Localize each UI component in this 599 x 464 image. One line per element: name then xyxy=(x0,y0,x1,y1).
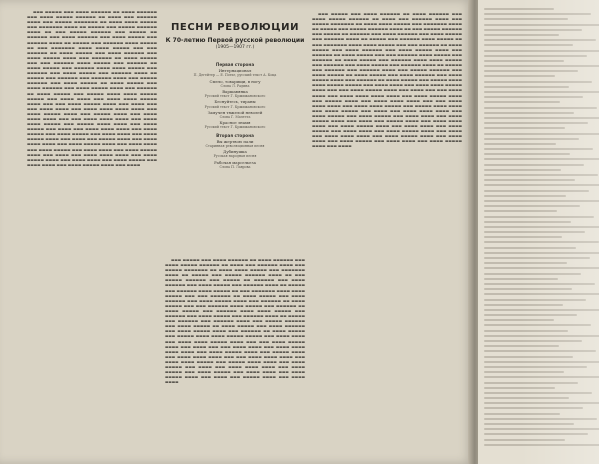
track-title: Вы жертвою пали xyxy=(216,138,254,144)
track-credits: Русский текст Г. Кржижановского xyxy=(204,94,266,99)
track-credits: Русская народная песня xyxy=(213,154,257,159)
text-column-right: ▬▬▬ ▬▬▬▬▬ ▬▬▬ ▬▬▬▬ ▬▬▬▬▬▬ ▬▬ ▬▬▬▬ ▬▬▬▬▬▬ ▬▬▬ ▬▬▬▬ ▬▬▬▬▬ ▬▬▬▬▬▬ ▬▬ ▬▬▬▬ ▬▬▬ ▬▬▬▬▬▬ ▬▬▬▬ ▬▬▬ ▬▬▬▬▬ ▬▬▬▬▬▬▬ ▬▬ ▬▬▬▬ ▬▬▬▬ ▬▬▬▬▬ ▬▬▬ ▬▬▬▬▬▬▬ ▬▬▬▬ ▬▬ ▬▬▬▬▬ ▬▬▬ ▬▬▬▬▬ ▬▬▬▬▬▬ ▬▬▬▬ ▬▬ ▬▬▬ ▬▬▬▬▬ ▬▬▬▬▬▬ ▬▬▬ ▬▬▬▬▬ ▬▬ ▬▬▬▬▬▬ ▬▬▬ ▬▬▬▬ ▬▬▬▬▬▬ ▬▬▬ ▬▬▬▬ ▬▬▬▬▬ ▬▬▬ ▬▬▬▬▬▬ ▬▬▬▬ ▬▬ ▬▬▬▬▬ ▬▬▬ ▬▬▬▬▬▬ ▬▬▬▬ ▬▬▬▬▬ ▬▬ ▬▬▬ ▬▬▬▬▬▬▬ ▬▬▬▬ ▬▬▬▬ ▬▬▬▬▬ ▬▬▬ ▬▬▬ ▬▬▬▬▬▬ ▬▬ ▬▬▬▬ ▬▬▬▬▬ ▬▬▬ ▬▬▬▬ ▬▬▬▬▬▬ ▬▬▬ ▬▬▬▬ ▬▬▬▬▬ ▬▬▬▬ ▬▬▬ ▬▬▬▬▬▬ ▬▬ ▬▬▬▬ ▬▬▬▬▬ ▬▬▬ ▬▬▬ ▬▬▬▬▬▬ ▬▬▬▬ ▬▬▬▬▬ ▬▬▬ ▬▬▬▬▬▬ ▬▬ ▬▬▬▬ ▬▬▬▬▬ ▬▬▬ ▬▬▬▬▬▬ ▬▬▬▬ ▬▬▬▬ ▬▬▬▬▬ ▬▬▬ ▬▬▬▬▬▬ ▬▬▬ ▬▬▬▬ ▬▬▬▬▬ ▬▬▬ ▬▬▬▬▬▬ ▬▬▬▬ ▬▬ ▬▬▬▬▬ ▬▬▬ ▬▬▬▬▬▬ ▬▬▬ ▬▬▬▬▬▬ ▬▬▬▬ ▬▬▬ ▬▬▬▬▬ ▬▬▬▬▬▬ ▬▬▬ ▬▬▬▬ ▬▬▬▬▬ ▬▬ ▬▬▬▬ ▬▬▬▬▬ ▬▬▬ ▬▬▬▬ ▬▬▬▬▬▬ ▬▬▬ ▬▬▬▬ ▬▬▬▬▬ ▬▬▬▬ ▬▬▬ ▬▬▬▬▬▬ ▬▬ ▬▬▬▬ ▬▬▬▬▬ ▬▬▬ ▬▬▬▬▬ ▬▬▬▬ ▬▬▬▬ ▬▬▬▬▬ ▬▬▬▬▬ ▬▬▬ ▬▬▬▬ ▬▬▬▬ ▬▬▬ ▬▬▬▬ ▬▬▬▬ ▬▬▬▬▬ ▬▬▬▬ ▬▬▬ ▬▬▬ ▬▬▬▬ ▬▬▬▬▬ ▬▬▬▬ ▬▬▬ ▬▬▬▬ ▬▬▬ ▬▬▬ ▬▬▬▬ ▬▬▬▬ ▬▬▬ ▬▬▬▬ ▬▬▬▬ ▬▬▬▬ ▬▬▬▬ ▬▬▬ ▬▬▬▬ ▬▬▬▬▬ ▬▬▬▬ ▬▬▬ ▬▬▬▬▬ ▬▬▬▬ ▬▬▬ ▬▬▬▬ ▬▬▬▬ ▬▬▬▬ ▬▬▬ ▬▬▬ ▬▬▬▬ ▬▬▬▬ ▬▬▬▬ ▬▬▬ ▬▬▬▬ ▬▬▬▬ ▬▬▬▬▬ ▬▬▬ ▬▬▬▬▬ ▬▬▬▬ ▬▬▬▬ ▬▬▬ ▬▬▬▬ ▬▬▬▬▬ ▬▬▬ ▬▬▬▬ ▬▬▬ ▬▬▬▬ ▬▬▬▬ ▬▬▬▬ ▬▬▬ ▬▬▬▬ ▬▬▬▬▬ ▬▬▬ ▬▬▬▬ ▬▬▬▬▬ ▬▬▬ ▬▬▬▬ ▬▬▬▬ ▬▬▬ ▬▬▬▬ ▬▬▬▬▬ ▬▬▬▬ ▬▬▬ ▬▬▬▬ ▬▬▬ ▬▬▬▬▬ ▬▬▬▬ ▬▬▬ ▬▬▬▬ ▬▬▬▬ ▬▬▬▬ ▬▬▬ ▬▬▬▬ ▬▬▬▬▬ ▬▬▬▬ ▬▬▬ ▬▬▬▬ ▬▬▬▬ ▬▬▬ ▬▬▬▬ ▬▬▬▬▬ ▬▬▬ ▬▬▬▬ ▬▬▬▬ ▬▬▬ ▬▬▬▬ ▬▬▬▬▬ ▬▬▬▬ ▬▬▬ ▬▬▬▬ ▬▬▬ ▬▬▬▬ ▬▬▬▬ ▬▬▬▬ ▬▬▬ ▬▬▬▬ ▬▬▬▬▬ ▬▬▬▬ ▬▬▬ ▬▬▬▬ ▬▬▬▬ ▬▬▬ ▬▬▬▬ ▬▬▬▬▬ ▬▬▬ ▬▬▬▬ ▬▬▬▬ ▬▬▬ ▬▬▬▬ ▬▬▬▬▬ ▬▬▬▬ ▬▬▬ ▬▬▬▬ xyxy=(312,12,462,149)
track-listing xyxy=(168,60,302,170)
booklet-subtitle: К 70-летию Первой русской революции xyxy=(165,37,305,44)
track-title: Дубинушка xyxy=(223,149,247,155)
booklet-header xyxy=(165,22,305,50)
text-column-left: ▬▬▬ ▬▬▬▬▬ ▬▬▬ ▬▬▬▬ ▬▬▬▬▬▬ ▬▬ ▬▬▬▬ ▬▬▬▬▬▬ ▬▬▬ ▬▬▬▬ ▬▬▬▬▬ ▬▬▬▬▬▬ ▬▬ ▬▬▬▬ ▬▬▬ ▬▬▬▬▬▬ ▬▬▬▬ ▬▬▬ ▬▬▬▬▬ ▬▬▬▬▬▬▬ ▬▬ ▬▬▬▬ ▬▬▬▬ ▬▬▬▬▬ ▬▬▬ ▬▬▬▬▬▬▬ ▬▬▬▬ ▬▬ ▬▬▬▬▬ ▬▬▬ ▬▬▬▬▬ ▬▬▬▬▬▬ ▬▬▬▬ ▬▬ ▬▬▬ ▬▬▬▬▬ ▬▬▬▬▬▬ ▬▬▬ ▬▬▬▬▬ ▬▬ ▬▬▬▬▬▬ ▬▬▬ ▬▬▬▬ ▬▬▬▬▬▬ ▬▬▬ ▬▬▬▬ ▬▬▬▬▬ ▬▬▬ ▬▬▬▬▬▬ ▬▬▬▬ ▬▬ ▬▬▬▬▬ ▬▬▬ ▬▬▬▬▬▬ ▬▬▬▬ ▬▬▬▬▬ ▬▬ ▬▬▬ ▬▬▬▬▬▬▬ ▬▬▬▬ ▬▬▬▬ ▬▬▬▬▬ ▬▬▬ ▬▬▬ ▬▬▬▬▬▬ ▬▬ ▬▬▬▬ ▬▬▬▬▬ ▬▬▬ ▬▬▬▬ ▬▬▬▬▬▬ ▬▬▬ ▬▬▬▬ ▬▬▬▬▬ ▬▬▬▬ ▬▬▬ ▬▬▬▬▬▬ ▬▬ ▬▬▬▬ ▬▬▬▬▬ ▬▬▬ ▬▬▬ ▬▬▬▬▬▬ ▬▬▬▬ ▬▬▬▬▬ ▬▬▬ ▬▬▬▬▬▬ ▬▬ ▬▬▬▬ ▬▬▬▬▬ ▬▬▬ ▬▬▬▬▬▬ ▬▬▬▬ ▬▬▬▬ ▬▬▬▬▬ ▬▬▬ ▬▬▬▬▬▬ ▬▬▬ ▬▬▬▬ ▬▬▬▬▬ ▬▬▬ ▬▬▬▬▬▬ ▬▬▬▬ ▬▬ ▬▬▬▬▬ ▬▬▬ ▬▬▬▬▬▬ ▬▬▬ ▬▬▬▬▬▬ ▬▬▬▬ ▬▬▬ ▬▬▬▬▬ ▬▬▬▬▬▬ ▬▬▬ ▬▬▬▬ ▬▬▬▬▬ ▬▬ ▬▬▬▬ ▬▬▬▬▬ ▬▬▬ ▬▬▬▬ ▬▬▬▬▬▬ ▬▬▬ ▬▬▬▬ ▬▬▬▬▬ ▬▬▬▬ ▬▬▬ ▬▬▬▬▬▬ ▬▬ ▬▬▬▬ ▬▬▬▬▬ ▬▬▬ ▬▬▬▬▬ ▬▬▬▬ ▬▬▬▬ ▬▬▬▬▬ ▬▬▬▬▬ ▬▬▬ ▬▬▬▬ ▬▬▬▬ ▬▬▬ ▬▬▬▬ ▬▬▬▬ ▬▬▬▬▬ ▬▬▬▬ ▬▬▬ ▬▬▬ ▬▬▬▬ ▬▬▬▬▬ ▬▬▬▬ ▬▬▬ ▬▬▬▬ ▬▬▬ ▬▬▬ ▬▬▬▬ ▬▬▬▬ ▬▬▬ ▬▬▬▬ ▬▬▬▬ ▬▬▬▬ ▬▬▬▬ ▬▬▬ ▬▬▬▬ ▬▬▬▬▬ ▬▬▬▬ ▬▬▬ ▬▬▬▬▬ ▬▬▬▬ ▬▬▬ ▬▬▬▬ ▬▬▬▬ ▬▬▬▬ ▬▬▬ ▬▬▬ ▬▬▬▬ ▬▬▬▬ ▬▬▬▬ ▬▬▬ ▬▬▬▬ ▬▬▬▬ ▬▬▬▬▬ ▬▬▬ ▬▬▬▬▬ ▬▬▬▬ ▬▬▬▬ ▬▬▬ ▬▬▬▬ ▬▬▬▬▬ ▬▬▬ ▬▬▬▬ ▬▬▬ ▬▬▬▬ ▬▬▬▬ ▬▬▬▬ ▬▬▬ ▬▬▬▬ ▬▬▬▬▬ ▬▬▬ ▬▬▬▬ ▬▬▬▬▬ ▬▬▬ ▬▬▬▬ ▬▬▬▬ ▬▬▬ ▬▬▬▬ ▬▬▬▬▬ ▬▬▬▬ ▬▬▬ ▬▬▬▬ ▬▬▬ ▬▬▬▬▬ ▬▬▬▬ ▬▬▬ ▬▬▬▬ ▬▬▬▬ ▬▬▬▬ ▬▬▬ ▬▬▬▬ ▬▬▬▬▬ ▬▬▬▬ ▬▬▬ ▬▬▬▬ ▬▬▬▬ ▬▬▬ ▬▬▬▬ ▬▬▬▬▬ ▬▬▬ ▬▬▬▬ ▬▬▬▬ ▬▬▬ ▬▬▬▬ ▬▬▬▬▬ ▬▬▬▬ ▬▬▬ ▬▬▬▬ ▬▬▬ ▬▬▬▬ ▬▬▬▬ ▬▬▬▬ ▬▬▬ ▬▬▬▬ ▬▬▬▬▬ ▬▬▬▬ ▬▬▬ ▬▬▬▬ ▬▬▬▬ ▬▬▬ ▬▬▬▬ ▬▬▬▬▬ ▬▬▬ ▬▬▬▬ ▬▬▬▬ ▬▬▬ ▬▬▬▬ ▬▬▬▬▬ ▬▬▬▬ ▬▬▬ ▬▬▬▬ xyxy=(27,10,157,167)
track-credits: Слова Л. Радина xyxy=(220,83,250,88)
track-title: Замучен тяжелой неволей xyxy=(207,109,263,115)
track-title: Варшавянка xyxy=(222,89,248,95)
booklet-title: ПЕСНИ РЕВОЛЮЦИИ xyxy=(170,22,300,33)
track-title: Интернационал xyxy=(218,68,252,74)
track-title: Беснуйтесь, тираны xyxy=(214,99,256,105)
booklet-years: (1905—1907 гг.) xyxy=(215,45,255,50)
track-credits: Русский текст Г. Кржижановского xyxy=(204,125,266,130)
track-credits: Русский текст Г. Кржижановского xyxy=(204,104,266,109)
light-glare xyxy=(520,0,599,464)
side-label: Первая сторона xyxy=(215,62,255,67)
track-credits: Слова Г. Мачтета xyxy=(219,115,251,120)
side-label: Вторая сторона xyxy=(216,132,254,138)
track-title: Рабочая марсельеза xyxy=(214,159,256,165)
track-title: Смело, товарищи, в ногу xyxy=(209,78,261,84)
track-credits: Старинная революционная песня xyxy=(205,144,265,149)
track-credits: Слова П. Лаврова xyxy=(219,164,251,169)
track-credits: П. Дегейтер — Е. Потье, русский текст А. Коца xyxy=(193,73,277,78)
track-title: Красное знамя xyxy=(219,120,251,126)
text-column-middle: ▬▬▬ ▬▬▬▬▬ ▬▬▬ ▬▬▬▬ ▬▬▬▬▬▬ ▬▬ ▬▬▬▬ ▬▬▬▬▬▬ ▬▬▬ ▬▬▬▬ ▬▬▬▬▬ ▬▬▬▬▬▬ ▬▬ ▬▬▬▬ ▬▬▬ ▬▬▬▬▬▬ ▬▬▬▬ ▬▬▬ ▬▬▬▬▬ ▬▬▬▬▬▬▬ ▬▬ ▬▬▬▬ ▬▬▬▬ ▬▬▬▬▬ ▬▬▬ ▬▬▬▬▬▬▬ ▬▬▬▬ ▬▬ ▬▬▬▬▬ ▬▬▬ ▬▬▬▬▬ ▬▬▬▬▬▬ ▬▬▬▬ ▬▬ ▬▬▬ ▬▬▬▬▬ ▬▬▬▬▬▬ ▬▬▬ ▬▬▬▬▬ ▬▬ ▬▬▬▬▬▬ ▬▬▬ ▬▬▬▬ ▬▬▬▬▬▬ ▬▬▬ ▬▬▬▬ ▬▬▬▬▬ ▬▬▬ ▬▬▬▬▬▬ ▬▬▬▬ ▬▬ ▬▬▬▬▬ ▬▬▬ ▬▬▬▬▬▬ ▬▬▬▬ ▬▬▬▬▬ ▬▬ ▬▬▬ ▬▬▬▬▬▬▬ ▬▬▬▬ ▬▬▬▬ ▬▬▬▬▬ ▬▬▬ ▬▬▬ ▬▬▬▬▬▬ ▬▬ ▬▬▬▬ ▬▬▬▬▬ ▬▬▬ ▬▬▬▬ ▬▬▬▬▬▬ ▬▬▬ ▬▬▬▬ ▬▬▬▬▬ ▬▬▬▬ ▬▬▬ ▬▬▬▬▬▬ ▬▬ ▬▬▬▬ ▬▬▬▬▬ ▬▬▬ ▬▬▬ ▬▬▬▬▬▬ ▬▬▬▬ ▬▬▬▬▬ ▬▬▬ ▬▬▬▬▬▬ ▬▬ ▬▬▬▬ ▬▬▬▬▬ ▬▬▬ ▬▬▬▬▬▬ ▬▬▬▬ ▬▬▬▬ ▬▬▬▬▬ ▬▬▬ ▬▬▬▬▬▬ ▬▬▬ ▬▬▬▬ ▬▬▬▬▬ ▬▬▬ ▬▬▬▬▬▬ ▬▬▬▬ ▬▬ ▬▬▬▬▬ ▬▬▬ ▬▬▬▬▬▬ ▬▬▬ ▬▬▬▬▬▬ ▬▬▬▬ ▬▬▬ ▬▬▬▬▬ ▬▬▬▬▬▬ ▬▬▬ ▬▬▬▬ ▬▬▬▬▬ ▬▬ ▬▬▬▬ ▬▬▬▬▬ ▬▬▬ ▬▬▬▬ ▬▬▬▬▬▬ ▬▬▬ ▬▬▬▬ ▬▬▬▬▬ ▬▬▬▬ ▬▬▬ ▬▬▬▬▬▬ ▬▬ ▬▬▬▬ ▬▬▬▬▬ ▬▬▬ ▬▬▬▬▬ ▬▬▬▬ ▬▬▬▬ ▬▬▬▬▬ ▬▬▬▬▬ ▬▬▬ ▬▬▬▬ ▬▬▬▬ ▬▬▬ ▬▬▬▬ ▬▬▬▬ ▬▬▬▬▬ ▬▬▬▬ ▬▬▬ ▬▬▬ ▬▬▬▬ ▬▬▬▬▬ ▬▬▬▬ ▬▬▬ ▬▬▬▬ ▬▬▬ ▬▬▬ ▬▬▬▬ ▬▬▬▬ ▬▬▬ ▬▬▬▬ ▬▬▬▬ ▬▬▬▬ ▬▬▬▬ ▬▬▬ ▬▬▬▬ ▬▬▬▬▬ ▬▬▬▬ ▬▬▬ ▬▬▬▬▬ ▬▬▬▬ ▬▬▬ ▬▬▬▬ ▬▬▬▬ ▬▬▬▬ ▬▬▬ ▬▬▬ ▬▬▬▬ ▬▬▬▬ ▬▬▬▬ ▬▬▬ ▬▬▬▬ ▬▬▬▬ ▬▬▬▬▬ ▬▬▬ ▬▬▬▬▬ ▬▬▬▬ ▬▬▬▬ ▬▬▬ ▬▬▬▬ ▬▬▬▬▬ ▬▬▬ ▬▬▬▬ ▬▬▬ ▬▬▬▬ ▬▬▬▬ ▬▬▬▬ ▬▬▬ ▬▬▬▬ ▬▬▬▬▬ ▬▬▬ ▬▬▬▬ ▬▬▬▬▬ ▬▬▬ ▬▬▬▬ ▬▬▬▬ ▬▬▬ ▬▬▬▬ ▬▬▬▬▬ ▬▬▬▬ ▬▬▬ ▬▬▬▬ ▬▬▬ ▬▬▬▬▬ ▬▬▬▬ ▬▬▬ ▬▬▬▬ ▬▬▬▬ xyxy=(165,258,305,385)
